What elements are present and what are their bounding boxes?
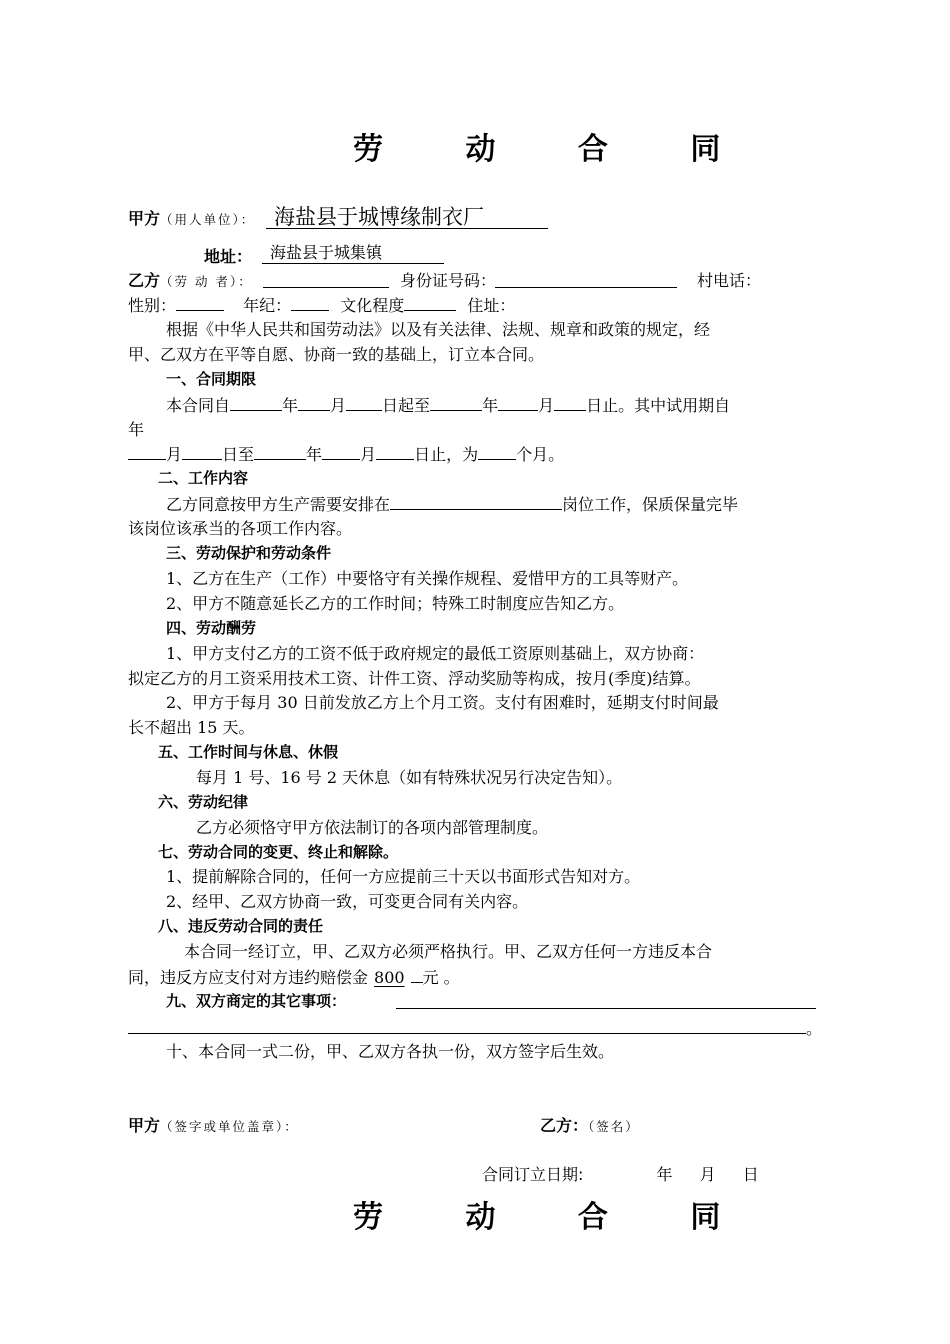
id-field <box>495 268 677 288</box>
party-a-label: 甲方 <box>128 209 161 228</box>
section-8-line-1: 本合同一经订立，甲、乙双方必须严格执行。甲、乙双方任何一方违反本合 <box>184 942 713 961</box>
position-field <box>390 491 562 510</box>
date-year: 年 <box>656 1165 673 1184</box>
s1-text-g: 日止。其中试用期自 <box>586 396 731 415</box>
section-5-heading: 五、工作时间与休息、休假 <box>158 743 339 761</box>
section-1-line-2: 年 <box>128 420 145 439</box>
signature-b <box>540 1113 640 1139</box>
age-label: 年纪： <box>243 296 292 315</box>
s2-text-b: 岗位工作，保质保量完毕 <box>562 495 739 514</box>
section-7-line-2: 2、经甲、乙双方协商一致，可变更合同有关内容。 <box>166 892 529 911</box>
gender-label: 性别： <box>128 296 177 315</box>
section-9-end: 。 <box>806 1019 823 1038</box>
end-year-field <box>430 392 482 411</box>
s1-text-j: 年 <box>306 445 323 464</box>
section-4-line-3: 2、甲方于每月 30 日前发放乙方上个月工资。支付有困难时，延期支付时间最 <box>166 693 719 712</box>
next-page-title: 劳 动 合 同 <box>353 1200 757 1235</box>
section-3-heading: 三、劳动保护和劳动条件 <box>166 544 332 562</box>
s8-text-b: 元 。 <box>422 968 460 987</box>
address-field <box>262 244 444 264</box>
penalty-underline <box>411 964 423 983</box>
section-10-line: 十、本合同一式二份，甲、乙双方各执一份，双方签字后生效。 <box>166 1042 615 1061</box>
start-day-field <box>346 392 382 411</box>
section-1-line-1 <box>166 392 730 418</box>
address-value: 海盐县于城集镇 <box>270 243 383 262</box>
section-6-line: 乙方必须恪守甲方依法制订的各项内部管理制度。 <box>196 818 549 837</box>
end-month-field <box>498 392 538 411</box>
village-phone-label: 村电话： <box>697 271 762 290</box>
probation-start-month-field <box>128 441 166 460</box>
signature-b-label: 乙方： <box>540 1116 589 1135</box>
signature-a <box>128 1113 299 1139</box>
penalty-amount: 800 <box>374 968 405 987</box>
s1-text-b: 年 <box>282 396 299 415</box>
section-1-heading: 一、合同期限 <box>166 370 257 388</box>
page-title: 劳 动 合 同 <box>353 132 757 167</box>
section-7-heading: 七、劳动合同的变更、终止和解除。 <box>158 843 399 861</box>
section-7-line-1: 1、提前解除合同的，任何一方应提前三十天以书面形式告知对方。 <box>166 867 641 886</box>
section-4-line-1: 1、甲方支付乙方的工资不低于政府规定的最低工资原则基础上，双方协商： <box>166 644 705 663</box>
date-day: 日 <box>742 1165 759 1184</box>
end-day-field <box>554 392 586 411</box>
section-4-line-4: 长不超出 15 天。 <box>128 718 255 737</box>
s8-text-a: 同，违反方应支付对方违约赔偿金 <box>128 968 369 987</box>
section-9-heading: 九、双方商定的其它事项： <box>166 992 347 1010</box>
section-2-line-1 <box>166 491 738 517</box>
section-2-line-2: 该岗位该承当的各项工作内容。 <box>128 519 353 538</box>
s1-text-f: 月 <box>538 396 555 415</box>
probation-end-year-field <box>254 441 306 460</box>
s1-text-l: 日止，为 <box>414 445 479 464</box>
probation-months-field <box>478 441 516 460</box>
education-label: 文化程度 <box>340 296 405 315</box>
party-b-sub: （劳 动 者）： <box>160 274 253 289</box>
date-month: 月 <box>699 1165 716 1184</box>
s1-text-a: 本合同自 <box>166 396 231 415</box>
party-a-field <box>266 200 548 229</box>
s1-text-h: 月 <box>166 445 183 464</box>
residence-label: 住址： <box>467 296 516 315</box>
s1-text-e: 年 <box>482 396 499 415</box>
start-year-field <box>230 392 282 411</box>
s1-text-c: 月 <box>330 396 347 415</box>
probation-end-month-field <box>322 441 360 460</box>
gender-field <box>176 292 224 311</box>
s1-text-m: 个月。 <box>516 445 565 464</box>
party-a-sub: （用人单位）： <box>160 212 256 227</box>
signature-a-sub: （签字或单位盖章）： <box>160 1119 299 1134</box>
party-b-label: 乙方 <box>128 271 161 290</box>
section-3-line-1: 1、乙方在生产（工作）中要恪守有关操作规程、爱惜甲方的工具等财产。 <box>166 569 689 588</box>
address-line <box>204 244 252 269</box>
signing-date <box>482 1162 759 1187</box>
probation-end-day-field <box>376 441 414 460</box>
section-6-heading: 六、劳动纪律 <box>158 793 249 811</box>
s1-text-k: 月 <box>360 445 377 464</box>
party-b-line <box>128 268 253 294</box>
section-8-line-2 <box>128 964 460 990</box>
signature-b-sub: （签名） <box>588 1119 640 1134</box>
section-4-line-2: 拟定乙方的月工资采用技术工资、计件工资、浮动奖励等构成，按月(季度)结算。 <box>128 669 701 688</box>
other-terms-field-2 <box>128 1014 806 1034</box>
s1-text-i: 日至 <box>222 445 255 464</box>
party-a-line <box>128 206 255 232</box>
signing-date-label: 合同订立日期: <box>482 1165 584 1184</box>
section-2-heading: 二、工作内容 <box>158 469 249 487</box>
party-a-name: 海盐县于城博缘制衣厂 <box>274 205 484 229</box>
probation-start-day-field <box>182 441 222 460</box>
signature-a-label: 甲方 <box>128 1116 161 1135</box>
start-month-field <box>298 392 330 411</box>
section-3-line-2: 2、甲方不随意延长乙方的工作时间；特殊工时制度应告知乙方。 <box>166 594 625 613</box>
section-4-heading: 四、劳动酬劳 <box>166 619 257 637</box>
section-1-line-3 <box>128 441 564 467</box>
other-terms-field-1 <box>396 989 816 1009</box>
section-8-heading: 八、违反劳动合同的责任 <box>158 917 324 935</box>
party-b-details <box>128 292 515 318</box>
education-field <box>404 292 456 311</box>
age-field <box>291 292 329 311</box>
s1-text-d: 日起至 <box>382 396 431 415</box>
address-label: 地址： <box>204 247 253 266</box>
intro-line-1: 根据《中华人民共和国劳动法》以及有关法律、法规、规章和政策的规定，经 <box>166 320 711 339</box>
id-label: 身份证号码： <box>400 271 497 290</box>
intro-line-2: 甲、乙双方在平等自愿、协商一致的基础上，订立本合同。 <box>128 345 545 364</box>
party-b-name-field <box>263 268 389 288</box>
s2-text-a: 乙方同意按甲方生产需要安排在 <box>166 495 391 514</box>
section-5-line: 每月 1 号、16 号 2 天休息（如有特殊状况另行决定告知）。 <box>196 768 623 787</box>
